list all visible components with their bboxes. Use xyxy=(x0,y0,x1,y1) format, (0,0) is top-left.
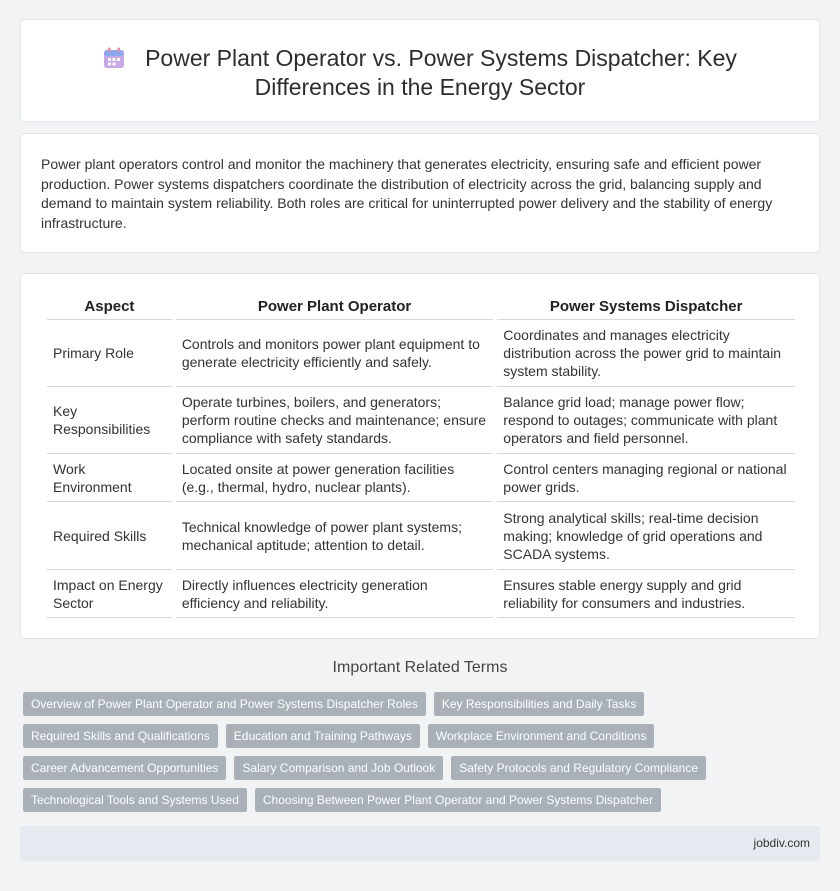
row-dispatcher-value: Coordinates and manages electricity distribution across the power grid to maintain system stability. xyxy=(497,320,795,387)
footer xyxy=(20,826,820,861)
related-term-tag[interactable]: Career Advancement Opportunities xyxy=(23,756,226,780)
related-term-tag[interactable]: Technological Tools and Systems Used xyxy=(23,788,247,812)
tag-row xyxy=(23,692,813,716)
row-aspect: Impact on Energy Sector xyxy=(47,570,172,618)
row-dispatcher-value: Control centers managing regional or national power grids. xyxy=(497,454,795,502)
related-terms-title: Important Related Terms xyxy=(332,659,508,676)
related-term-tag[interactable]: Safety Protocols and Regulatory Compliance xyxy=(451,756,706,780)
row-aspect: Key Responsibilities xyxy=(47,387,172,454)
intro-card xyxy=(20,133,820,253)
row-aspect: Work Environment xyxy=(47,454,172,502)
table-row xyxy=(47,454,795,502)
row-dispatcher-value: Strong analytical skills; real-time decision making; knowledge of grid operations and SCADA systems. xyxy=(497,502,795,570)
related-term-tag[interactable]: Overview of Power Plant Operator and Power Systems Dispatcher Roles xyxy=(23,692,426,716)
intro-text: Power plant operators control and monitor the machinery that generates electricity, ensuring safe and efficient power production. Power systems dispatchers coordinate the distribution of electricity across the grid, balancing supply and demand to maintain system reliability. Both roles are critical for uninterrupted power delivery and the stability of energy infrastructure. xyxy=(41,156,773,231)
tag-row xyxy=(23,788,813,812)
table-row xyxy=(47,387,795,454)
row-aspect: Primary Role xyxy=(47,320,172,387)
header-aspect: Aspect xyxy=(47,296,172,320)
table-header-row xyxy=(47,296,795,320)
comparison-card xyxy=(20,273,820,639)
row-operator-value: Located onsite at power generation facilities (e.g., thermal, hydro, nuclear plants). xyxy=(176,454,493,502)
calendar-icon xyxy=(103,47,125,69)
tag-row xyxy=(23,724,813,748)
page-title: Power Plant Operator vs. Power Systems Dispatcher: Key Differences in the Energy Sector xyxy=(145,45,737,100)
comparison-table xyxy=(43,296,799,618)
row-operator-value: Controls and monitors power plant equipment to generate electricity efficiently and safely. xyxy=(176,320,493,387)
table-row xyxy=(47,320,795,387)
page-title-wrap xyxy=(61,44,779,102)
related-term-tag[interactable]: Required Skills and Qualifications xyxy=(23,724,218,748)
row-dispatcher-value: Ensures stable energy supply and grid reliability for consumers and industries. xyxy=(497,570,795,618)
related-term-tag[interactable]: Choosing Between Power Plant Operator and Power Systems Dispatcher xyxy=(255,788,661,812)
row-operator-value: Operate turbines, boilers, and generators; perform routine checks and maintenance; ensure compliance with safety standards. xyxy=(176,387,493,454)
related-term-tag[interactable]: Key Responsibilities and Daily Tasks xyxy=(434,692,645,716)
header-card xyxy=(20,19,820,122)
header-operator: Power Plant Operator xyxy=(176,296,493,320)
row-operator-value: Directly influences electricity generation efficiency and reliability. xyxy=(176,570,493,618)
footer-site-link[interactable]: jobdiv.com xyxy=(753,836,810,850)
related-terms-list xyxy=(23,692,813,820)
row-operator-value: Technical knowledge of power plant systems; mechanical aptitude; attention to detail. xyxy=(176,502,493,570)
row-aspect: Required Skills xyxy=(47,502,172,570)
related-term-tag[interactable]: Education and Training Pathways xyxy=(226,724,420,748)
table-row xyxy=(47,570,795,618)
related-term-tag[interactable]: Salary Comparison and Job Outlook xyxy=(234,756,443,780)
row-dispatcher-value: Balance grid load; manage power flow; respond to outages; communicate with plant operators and field personnel. xyxy=(497,387,795,454)
header-dispatcher: Power Systems Dispatcher xyxy=(497,296,795,320)
related-term-tag[interactable]: Workplace Environment and Conditions xyxy=(428,724,655,748)
tag-row xyxy=(23,756,813,780)
table-row xyxy=(47,502,795,570)
